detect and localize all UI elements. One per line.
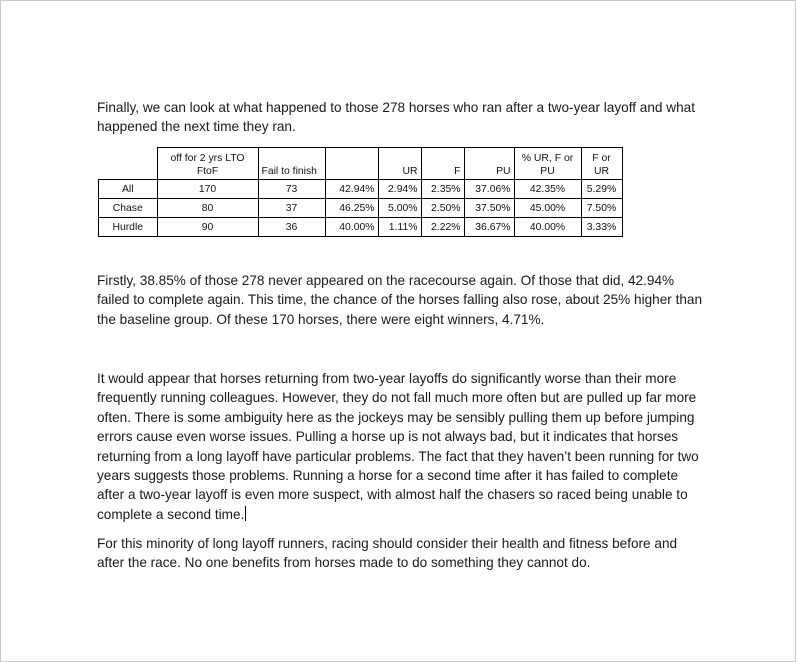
header-f: F	[421, 148, 464, 180]
header-fail-to-finish: Fail to finish	[258, 148, 325, 180]
cell-off: 90	[157, 218, 258, 237]
cell-ur-f-pu: 40.00%	[514, 218, 581, 237]
paragraph-appear-text: It would appear that horses returning from two-year layoffs do significantly worse than their more frequently running colleagues. However, they do not fall much more often but are pulled up far more often. There is some ambiguity here as the jockeys may be sensibly pulling them up before jumping errors cause even worse issues. Pulling a horse up is not always bad, but it indicates that horses returning from a long layoff have particular problems. The fact that they haven’t been running for two years suggests those problems. Running a horse for a second time after it has failed to complete after a two-year layoff is even more suspect, with almost half the chasers so raced being unable to complete a second time.	[97, 371, 699, 522]
paragraph-minority: For this minority of long layoff runners, racing should consider their health and fitness before and after the race. No one benefits from horses made to do something they cannot do.	[97, 536, 678, 571]
cell-f: 2.22%	[421, 218, 464, 237]
cell-f: 2.50%	[421, 199, 464, 218]
cell-fail: 73	[258, 180, 325, 199]
cell-ur: 1.11%	[378, 218, 421, 237]
cell-pu: 37.06%	[464, 180, 514, 199]
table-row	[99, 199, 623, 218]
cell-pu: 37.50%	[464, 199, 514, 218]
cell-pct: 42.94%	[325, 180, 378, 199]
row-label: Hurdle	[99, 218, 158, 237]
cell-f-or-ur: 5.29%	[581, 180, 622, 199]
paragraph-firstly: Firstly, 38.85% of those 278 never appeared on the racecourse again. Of those that did, 42.94% failed to complete again. This time, the chance of the horses falling also rose, about 25% higher than the baseline group. Of these 170 horses, there were eight winners, 4.71%.	[97, 273, 703, 327]
paragraph-appear[interactable]	[97, 369, 703, 524]
cell-fail: 37	[258, 199, 325, 218]
cell-pct: 40.00%	[325, 218, 378, 237]
header-f-or-ur: F or UR	[581, 148, 622, 180]
table-row	[99, 218, 623, 237]
cell-pct: 46.25%	[325, 199, 378, 218]
cell-f-or-ur: 3.33%	[581, 218, 622, 237]
paragraph-intro: Finally, we can look at what happened to those 278 horses who ran after a two-year layoff and what happened the next time they ran.	[97, 100, 695, 135]
row-label: All	[99, 180, 158, 199]
header-off-2yrs: off for 2 yrs LTO FtoF	[157, 148, 258, 180]
layoff-stats-table	[98, 147, 623, 237]
header-pct	[325, 148, 378, 180]
cell-off: 80	[157, 199, 258, 218]
header-pu: PU	[464, 148, 514, 180]
text-cursor	[245, 506, 246, 521]
cell-off: 170	[157, 180, 258, 199]
table-header-row	[99, 148, 623, 180]
cell-ur: 2.94%	[378, 180, 421, 199]
header-ur-f-pu: % UR, F or PU	[514, 148, 581, 180]
cell-pu: 36.67%	[464, 218, 514, 237]
cell-fail: 36	[258, 218, 325, 237]
cell-ur-f-pu: 42.35%	[514, 180, 581, 199]
cell-f-or-ur: 7.50%	[581, 199, 622, 218]
cell-f: 2.35%	[421, 180, 464, 199]
row-label: Chase	[99, 199, 158, 218]
cell-ur: 5.00%	[378, 199, 421, 218]
header-corner-cell	[99, 148, 158, 180]
table-row	[99, 180, 623, 199]
header-ur: UR	[378, 148, 421, 180]
cell-ur-f-pu: 45.00%	[514, 199, 581, 218]
